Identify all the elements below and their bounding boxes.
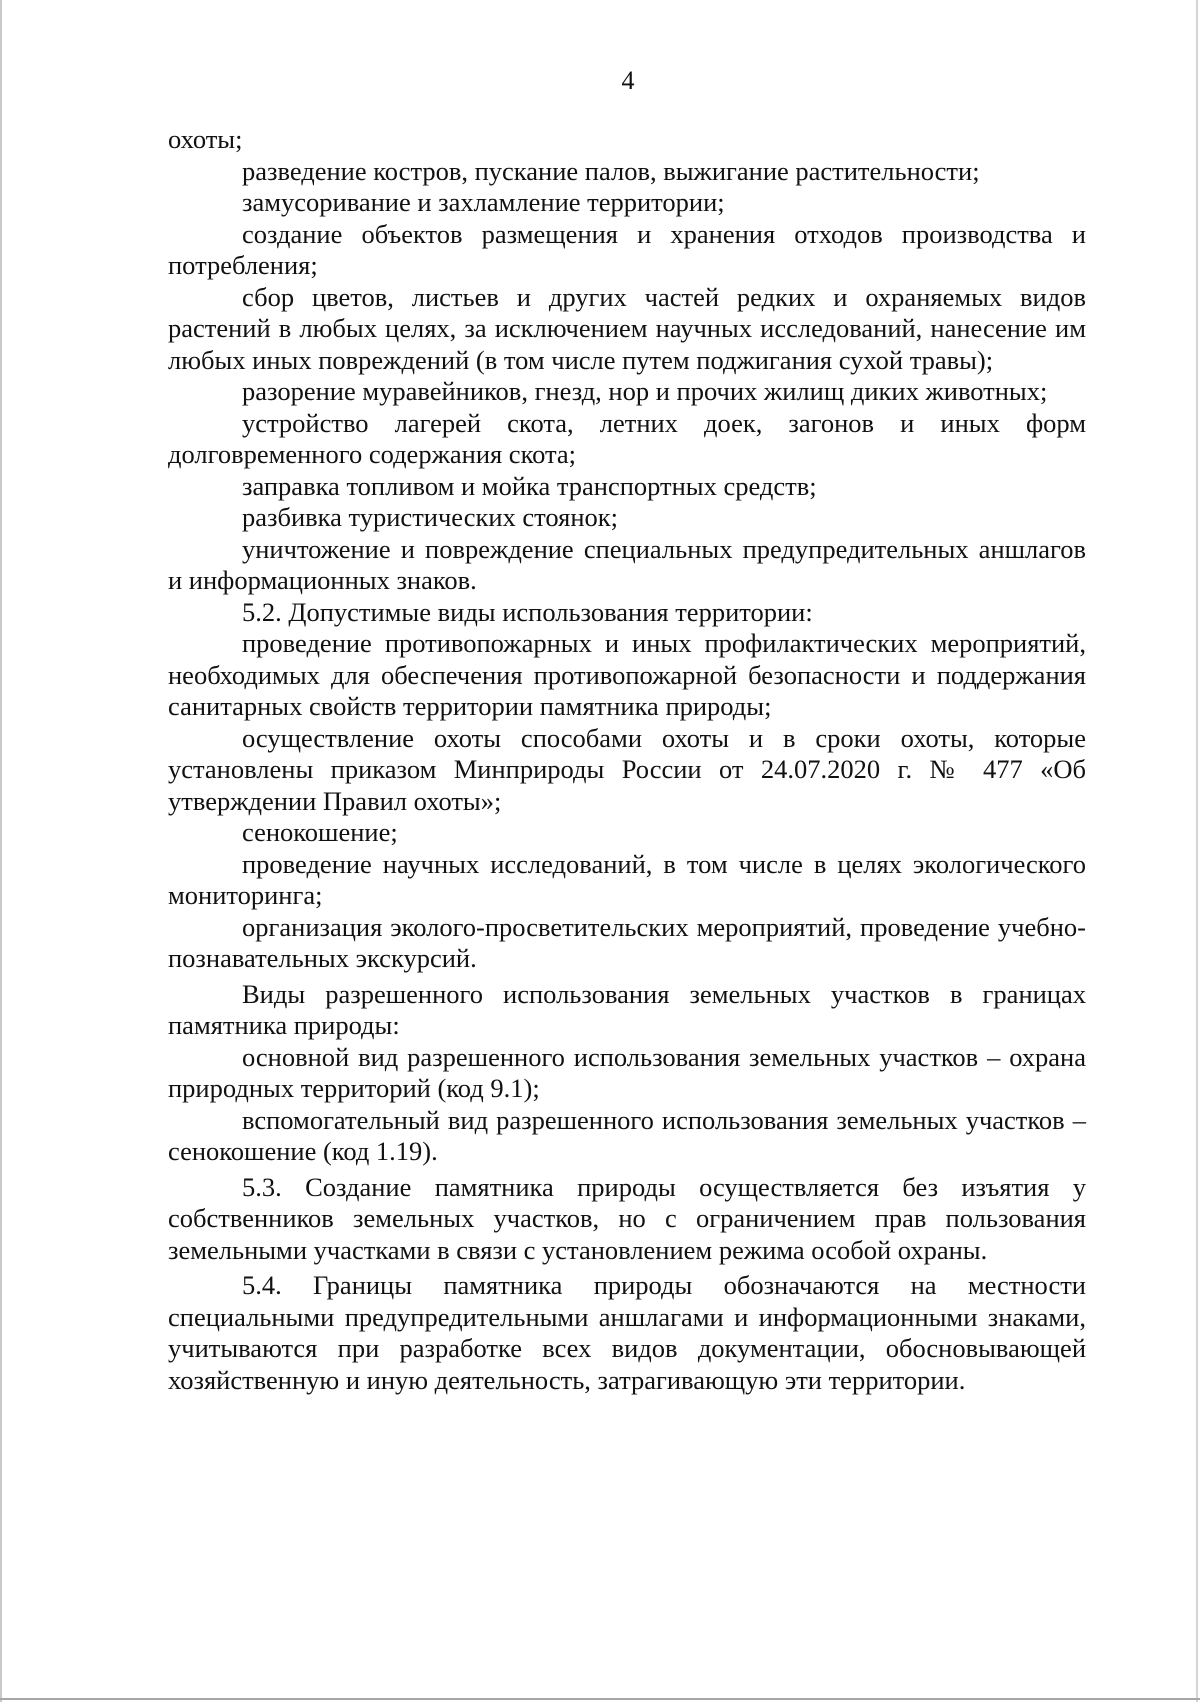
list-item: заправка топливом и мойка транспортных средств; [242,470,817,501]
list-item: разорение муравейников, гнезд, нор и прочих жилищ диких животных; [242,376,1048,406]
list-item: создание объектов размещения и хранения отходов производства и потребления; [168,218,1086,280]
list-item: проведение противопожарных и иных профилактических мероприятий, необходимых для обеспечения противопожарной безопасности и поддержания санитарных свойств территории памятника природы; [168,628,1086,721]
list-item: уничтожение и повреждение специальных предупредительных аншлагов и информационных знаков. [168,533,1086,595]
list-item: проведение научных исследований, в том числе в целях экологического мониторинга; [168,848,1086,910]
paragraph-continuation: охоты; [168,124,243,154]
list-item: осуществление охоты способами охоты и в сроки охоты, которые установлены приказом Минприроды России от 24.07.2020 г. № 477 «Об утверждении Правил охоты»; [168,722,1086,816]
section-paragraph: 5.4. Границы памятника природы обозначаются на местности специальными предупредительными аншлагами и информационными знаками, учитываются при разработке всех видов документации, обосновывающей хозяйственную и иную деятельность, затрагивающую эти территории. [168,1270,1086,1395]
list-item: основной вид разрешенного использования земельных участков – охрана природных территорий (код 9.1); [168,1041,1086,1103]
document-body [168,124,1086,1396]
list-item: организация эколого-просветительских мероприятий, проведение учебно-познавательных экскурсий. [168,911,1086,973]
scan-edge-left [0,0,2,1702]
scan-edge-bottom [0,1698,1200,1700]
list-item: сбор цветов, листьев и других частей редких и охраняемых видов растений в любых целях, за исключением научных исследований, нанесение им любых иных повреждений (в том числе путем поджигания сухой травы); [168,281,1086,375]
list-item: разведение костров, пускание палов, выжигание растительности; [242,155,980,186]
paragraph: Виды разрешенного использования земельных участков в границах памятника природы: [168,978,1086,1040]
list-item: сенокошение; [242,817,398,847]
section-heading: 5.2. Допустимые виды использования территории: [242,596,813,627]
list-item: замусоривание и захламление территории; [242,187,725,217]
page-number: 4 [621,66,635,95]
scan-edge-right [1196,0,1198,1702]
section-paragraph: 5.3. Создание памятника природы осуществляется без изъятия у собственников земельных участков, но с ограничением прав пользования земельными участками в связи с установлением режима особой охраны. [168,1171,1086,1265]
list-item: вспомогательный вид разрешенного использования земельных участков – сенокошение (код 1.19). [168,1104,1086,1166]
list-item: разбивка туристических стоянок; [242,502,618,532]
list-item: устройство лагерей скота, летних доек, загонов и иных форм долговременного содержания скота; [168,407,1086,469]
